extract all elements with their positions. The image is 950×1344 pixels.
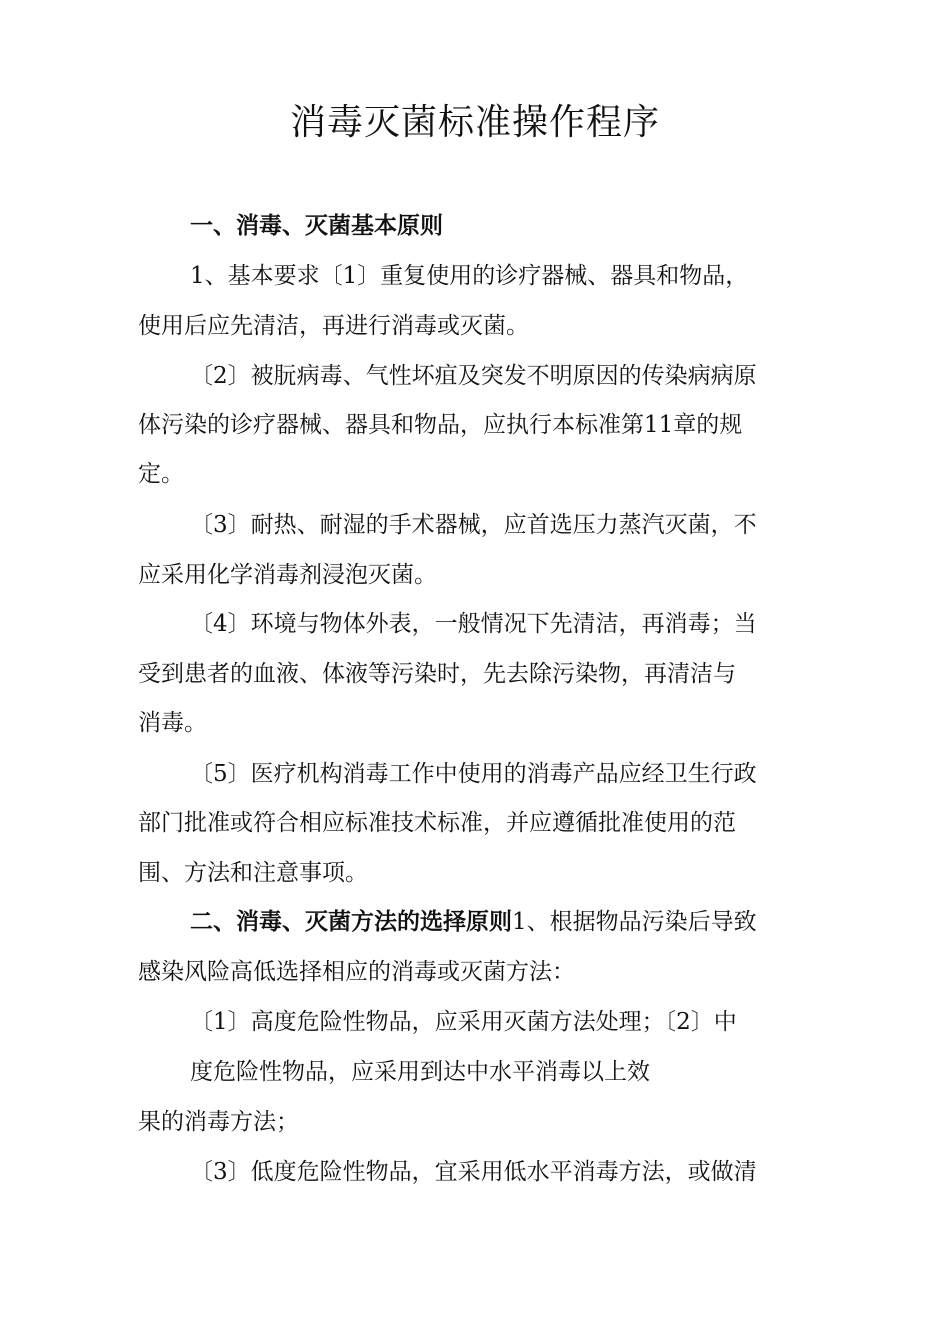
section2-heading-tail: 1、根据物品污染后导致 (512, 909, 757, 935)
body-line: 消毒。 (138, 710, 207, 736)
section2-heading: 二、消毒、灭菌方法的选择原则 (190, 909, 512, 935)
body-line: 〔4〕环境与物体外表，一般情况下先清洁，再消毒；当 (190, 611, 757, 637)
body-line: 围、方法和注意事项。 (138, 860, 368, 886)
body-line: 体污染的诊疗器械、器具和物品，应执行本标准第11章的规 (138, 412, 743, 438)
body-line: 〔5〕医疗机构消毒工作中使用的消毒产品应经卫生行政 (190, 761, 757, 787)
body-line: 部门批准或符合相应标准技术标准，并应遵循批准使用的范 (138, 810, 736, 836)
body-line: 应采用化学消毒剂浸泡灭菌。 (138, 562, 437, 588)
body-line: 果的消毒方法； (138, 1109, 299, 1135)
body-line: 定。 (138, 461, 184, 487)
body-line: 〔2〕被朊病毒、气性坏疽及突发不明原因的传染病病原 (190, 363, 757, 389)
body-line: 使用后应先清洁，再进行消毒或灭菌。 (138, 313, 529, 339)
page-title: 消毒灭菌标准操作程序 (289, 102, 660, 143)
body-line: 度危险性物品，应采用到达中水平消毒以上效 (190, 1059, 650, 1085)
section1-heading: 一、消毒、灭菌基本原则 (190, 213, 443, 239)
body-line: 1、基本要求〔1〕重复使用的诊疗器械、器具和物品， (190, 263, 749, 289)
body-line: 感染风险高低选择相应的消毒或灭菌方法： (138, 959, 575, 985)
body-line: 〔3〕低度危险性物品，宜采用低水平消毒方法，或做清 (190, 1159, 757, 1185)
body-line: 〔3〕耐热、耐湿的手术器械，应首选压力蒸汽灭菌，不 (190, 512, 757, 538)
body-line: 受到患者的血液、体液等污染时，先去除污染物，再清洁与 (138, 661, 736, 687)
body-line: 〔1〕高度危险性物品，应采用灭菌方法处理；〔2〕中 (190, 1009, 737, 1035)
section2-heading-line (190, 906, 757, 938)
